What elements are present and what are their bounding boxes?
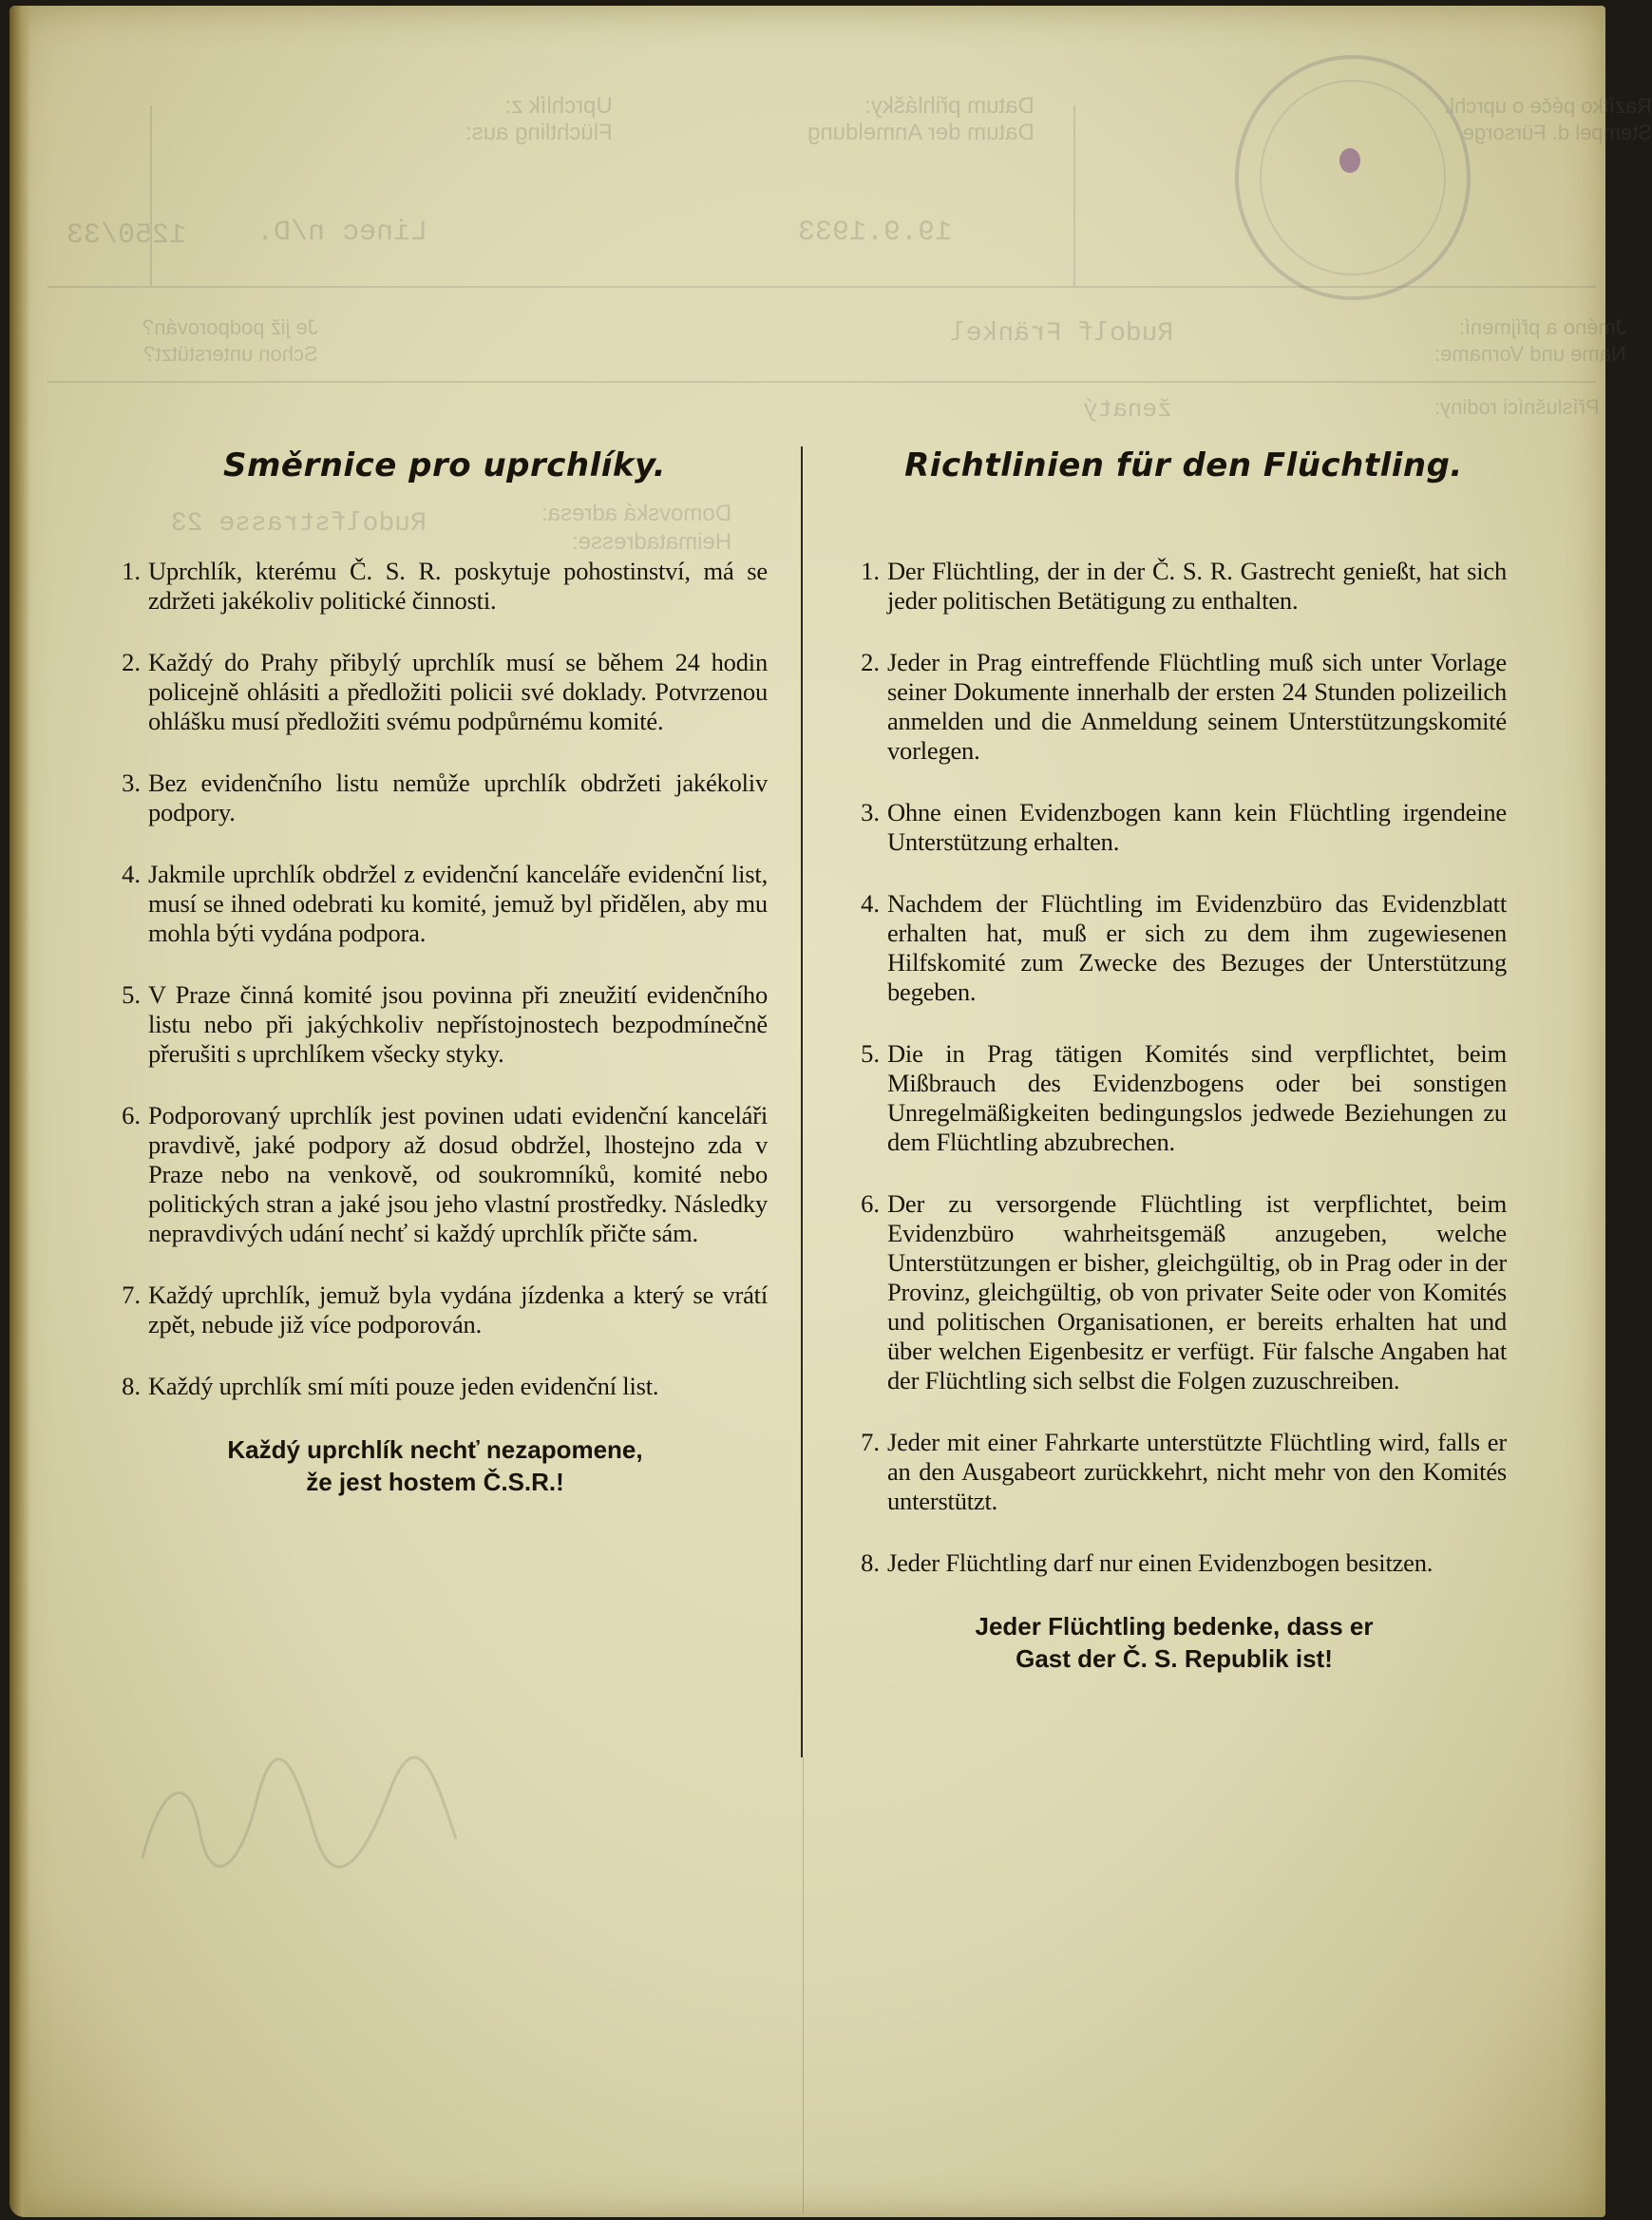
german-guidelines-column [842,446,1507,1675]
faded-signature [133,1744,560,1896]
rule-number: 7. [861,1428,880,1456]
german-title: Richtlinien für den Flüchtling. [904,446,1463,484]
czech-guidelines-column [103,446,768,1498]
show-through-date: 19.9.1933 [798,217,953,249]
rule-text: Jakmile uprchlík obdržel z evidenční kanceláře evidenční list, musí se ihned odebrati ku komité, jemuž byl přidělen, aby mu mohla býti vydána podpora. [148,860,768,947]
rule-text: Der Flüchtling, der in der Č. S. R. Gastrecht genießt, hat sich jeder politischen Betätigung zu enthalten. [887,557,1507,615]
rule-number: 2. [122,648,141,676]
ghost-label: Flüchtling aus: [465,120,613,145]
ghost-label: Name und Vorname: [1434,342,1626,366]
ghost-label: Domovská adresa: [541,501,732,526]
german-rule [842,1428,1507,1516]
rule-number: 7. [122,1281,141,1309]
show-through-supported-label [142,314,318,368]
show-through-family: ženatý [1083,395,1172,424]
rule-text: Bez evidenčního listu nemůže uprchlík obdržeti jakékoliv podpory. [148,768,768,826]
czech-rule [103,557,768,616]
rule-number: 8. [861,1548,880,1577]
rule-number: 1. [122,557,141,585]
rule-text: Podporovaný uprchlík jest povinen udati evidenční kanceláři pravdivě, jaké podpory až dosud obdržel, lhostejno zda v Praze nebo na venkově, od soukromníků, komité nebo politických stran a jaké jsou jeho vlastní prostředky. Následky nepravdivých udání nechť si každý uprchlík přičte sám. [148,1101,768,1247]
ghost-label: Heimatadresse: [572,529,732,555]
ghost-label: Stempel d. Fürsorge [1462,121,1652,144]
rule-number: 5. [122,980,141,1009]
german-rule [842,648,1507,766]
show-through-rule [47,381,1596,383]
czech-rule [103,1101,768,1248]
ghost-label: Je již podporován? [142,315,318,339]
czech-rule [103,648,768,736]
rule-text: Ohne einen Evidenzbogen kann kein Flüchtling irgendeine Unterstützung erhalten. [887,798,1507,856]
ink-blot [1339,148,1360,173]
rule-text: Každý do Prahy přibylý uprchlík musí se během 24 hodin policejně ohlásiti a předložiti policii své doklady. Potvrzenou ohlášku musí předložiti svému podpůrnému komité. [148,648,768,735]
show-through-family-label: Příslušníci rodiny: [1434,395,1600,419]
worn-edge [9,6,30,2217]
german-rule [842,1039,1507,1157]
rule-number: 2. [861,648,880,676]
show-through-date-label [807,93,1035,146]
czech-closing [103,1433,768,1498]
czech-rule [103,1372,768,1401]
rule-number: 4. [122,860,141,888]
rule-number: 3. [861,798,880,826]
ghost-label: Uprchlík z: [504,93,613,119]
rule-number: 4. [861,889,880,918]
closing-line: Každý uprchlík nechť nezapomene, [227,1435,643,1464]
page-fold [803,1757,804,2213]
ghost-label: Datum přihlášky: [864,93,1035,119]
rule-text: Uprchlík, kterému Č. S. R. poskytuje pohostinství, má se zdržeti jakékoliv politické činnosti. [148,557,768,615]
show-through-stamp-label [1444,93,1652,146]
german-closing [842,1610,1507,1675]
czech-rule [103,860,768,948]
german-rule [842,557,1507,616]
rule-text: Každý uprchlík smí míti pouze jeden evidenční list. [148,1372,659,1400]
german-rule [842,889,1507,1007]
column-divider [801,446,803,1757]
show-through-origin-label [465,93,613,146]
czech-rule [103,768,768,827]
round-stamp [1235,55,1471,300]
show-through-place: Linec n/D. [256,217,428,249]
rule-number: 5. [861,1039,880,1068]
show-through-name: Rudolf Fränkel [950,319,1174,349]
rule-number: 8. [122,1372,141,1400]
czech-rule [103,980,768,1069]
german-rules-list [842,557,1507,1578]
rule-text: Jeder Flüchtling darf nur einen Evidenzbogen besitzen. [887,1548,1434,1577]
german-rule [842,1189,1507,1395]
ghost-label: Jméno a příjmení: [1458,315,1626,339]
show-through-rule [1073,105,1075,286]
rule-text: Der zu versorgende Flüchtling ist verpflichtet, beim Evidenzbüro wahrheitsgemäß anzugeben, welche Unterstützungen er bisher, gleichgültig, ob in Prag oder in der Provinz, gleichgültig, ob von privater Seite oder von Komités und politischen Organisationen, er bereits erhalten hat und über welchen Eigenbesitz er verfügt. Für falsche Angaben hat der Flüchtling sich selbst die Folgen zuzuschreiben. [887,1189,1507,1395]
ghost-label: Razítko péče o uprchl. [1444,94,1652,118]
rule-text: Každý uprchlík, jemuž byla vydána jízdenka a který se vrátí zpět, nebude již více podporován. [148,1281,768,1338]
czech-rule [103,1281,768,1339]
ghost-label: Datum der Anmeldung [807,120,1035,145]
czech-title: Směrnice pro uprchlíky. [222,446,666,484]
show-through-name-label [1434,314,1626,368]
show-through-reg-number: 1250/33 [66,219,187,252]
rule-text: Jeder in Prag eintreffende Flüchtling muß sich unter Vorlage seiner Dokumente innerhalb der ersten 24 Stunden polizeilich anmelden und die Anmeldung seinem Unterstützungskomité vorlegen. [887,648,1507,765]
rule-number: 3. [122,768,141,797]
rule-number: 6. [122,1101,141,1129]
ghost-label: Schon unterstützt? [143,342,318,366]
show-through-rule [150,105,152,286]
german-rule [842,798,1507,857]
closing-line: Gast der Č. S. Republik ist! [1016,1644,1333,1673]
rule-number: 6. [861,1189,880,1218]
rule-text: Die in Prag tätigen Komités sind verpflichtet, beim Mißbrauch des Evidenzbogens oder bei sonstigen Unregelmäßigkeiten bedingungslos jedwede Beziehungen zu dem Flüchtling abzubrechen. [887,1039,1507,1156]
rule-text: Nachdem der Flüchtling im Evidenzbüro das Evidenzblatt erhalten hat, muß er sich zu dem ihm zugewiesenen Hilfskomité zum Zwecke des Bezuges der Unterstützung begeben. [887,889,1507,1006]
closing-line: Jeder Flüchtling bedenke, dass er [975,1612,1374,1641]
rule-text: Jeder mit einer Fahrkarte unterstützte Flüchtling wird, falls er an den Ausgabeort zurückkehrt, nicht mehr von den Komités unterstützt. [887,1428,1507,1515]
rule-number: 1. [861,557,880,585]
show-through-address: Rudolfstrasse 23 [171,509,427,539]
german-rule [842,1548,1507,1578]
closing-line: že jest hostem Č.S.R.! [306,1468,564,1496]
rule-text: V Praze činná komité jsou povinna při zneužití evidenčního listu nebo při jakýchkoliv nepřístojnostech bezpodmínečně přerušiti s uprchlíkem všecky styky. [148,980,768,1068]
czech-rules-list [103,557,768,1401]
